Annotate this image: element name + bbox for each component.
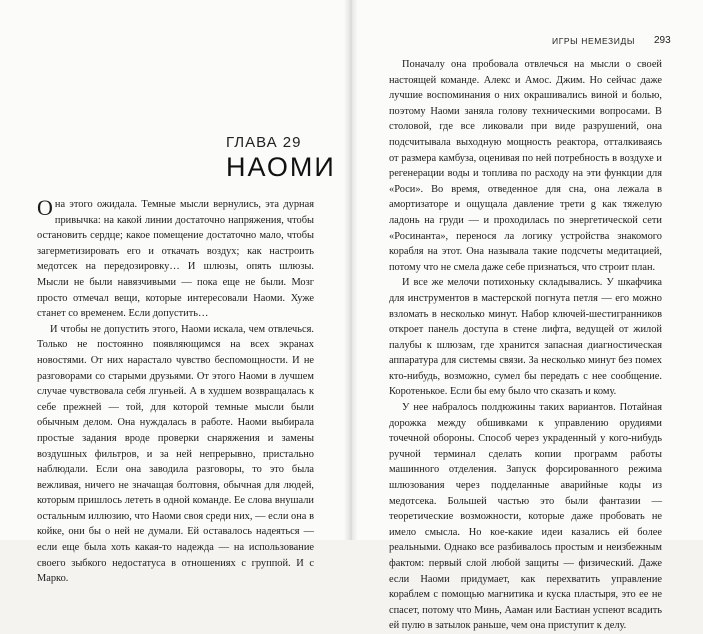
right-page-text: [389, 57, 662, 634]
left-paragraph-2: И чтобы не допустить этого, Наоми искала, чем отвлечься. Только не постоянно появляющимся на всех экранах новостями. От них нарастало чувство беспомощности. И не разговорами со старыми друзьями. От этого Наоми в лучшем случае чувствовала себя лгуньей. А в худшем возвращалась к себе прежней — той, для которой темные мысли были обычным делом. Она нуждалась в работе. Наоми выбирала простые задания вроде проверки снаряжения и замены воздушных фильтров, и за ней непрерывно, пристально наблюдали. Если она заводила разговоры, то это была вежливая, ничего не значащая болтовня, обычная для людей, которым пришлось лететь в одной команде. Ее слова внушали остальным иллюзию, что Наоми своя среди них, — если она в койке, они бы о ней не думали. Ей оставалось надеяться — если еще была хоть какая-то надежда — на использование своего зыбкого недостатуса в отношениях с группой. И с Марко.: [37, 323, 314, 585]
left-page: [0, 0, 350, 585]
drop-cap: О: [37, 195, 53, 220]
chapter-label: ГЛАВА 29: [226, 134, 302, 151]
running-head: ИГРЫ НЕМЕЗИДЫ: [552, 36, 635, 46]
left-page-text: [37, 197, 314, 587]
left-paragraph-1-text: на этого ожидала. Темные мысли вернулись, эта дурная привычка: на какой линии достаточно напряжения, чтобы остановить сердце; какое помещение достаточно мало, чтобы загерметизировать его и откачать воздух; как настроить медотсек на передозировку… И шлюзы, опять шлюзы. Мысли не были навязчивыми — пока еще не были. Мозг просто отмечал вещи, которые интересовали Наоми. Хуже станет со временем. Если допустить…: [37, 199, 314, 320]
right-paragraph-1: Поначалу она пробовала отвлечься на мысли о своей настоящей команде. Алекс и Амос. Джим. Но сейчас даже лучшие воспоминания о них окрашивались виной и болью, поэтому Наоми заняла голову техническими вопросами. В столовой, где все ликовали при виде разрушений, она подсчитывала выходную мощность реактора, отталкиваясь от размера камбуза, оценивая по ней потребность в воздухе и регенерации воды и топлива по расходу на эти функции для «Роси». Во время, отведенное для сна, она лежала в амортизаторе и ощущала давление трети g как тяжелую ладонь на груди — и проходилась по энергетической сети «Росинанта», перенося ла логику устройства знакомого корабля на этот. Она называла такие подсчеты медитацией, потому что не смела даже себе признаться, что строит план.: [389, 59, 662, 273]
chapter-title: НАОМИ: [226, 152, 336, 182]
book-gutter-shadow: [344, 0, 358, 540]
right-paragraph-2: И все же мелочи потихоньку складывались. У шкафчика для инструментов в мастерской погнута петля — его можно взломать в несколько минут. Набор ключей-шестигранников откроет панель доступа в стене лифта, ведущей от жилой палубы к шлюзам, где хранится запасная диагностическая аппаратура для системы связи. За несколько минут без помех кто-нибудь, возможно, сумел бы передать с нее сообщение. Коротенькое. Если бы ему было что сказать и кому.: [389, 277, 662, 398]
page-number: 293: [654, 35, 671, 46]
right-paragraph-3: У нее набралось полдюжины таких вариантов. Потайная дорожка между обшивками к управлению орудиями точечной обороны. Способ через украденный у кого-нибудь ручной терминал сделать копии программ работы машинного отделения. Запуск форсированного режима шлюзования через подделанные аварийные коды из медотсека. Большей частью это были фантазии — теоретические возможности, которые даже пробовать не имело смысла. Но кое-какие идеи казались ей более реальными. Однако все разбивалось простым и неизбежным фактом: первый слой любой защиты — физический. Даже если Наоми придумает, как перехватить управление кораблем с помощью магнитика и куска пластыря, это ее не спасет, потому что Минь, Ааман или Бастиан успеют всадить ей пулю в затылок раньше, чем она приступит к делу.: [389, 402, 662, 632]
left-paragraph-1: [37, 197, 314, 322]
